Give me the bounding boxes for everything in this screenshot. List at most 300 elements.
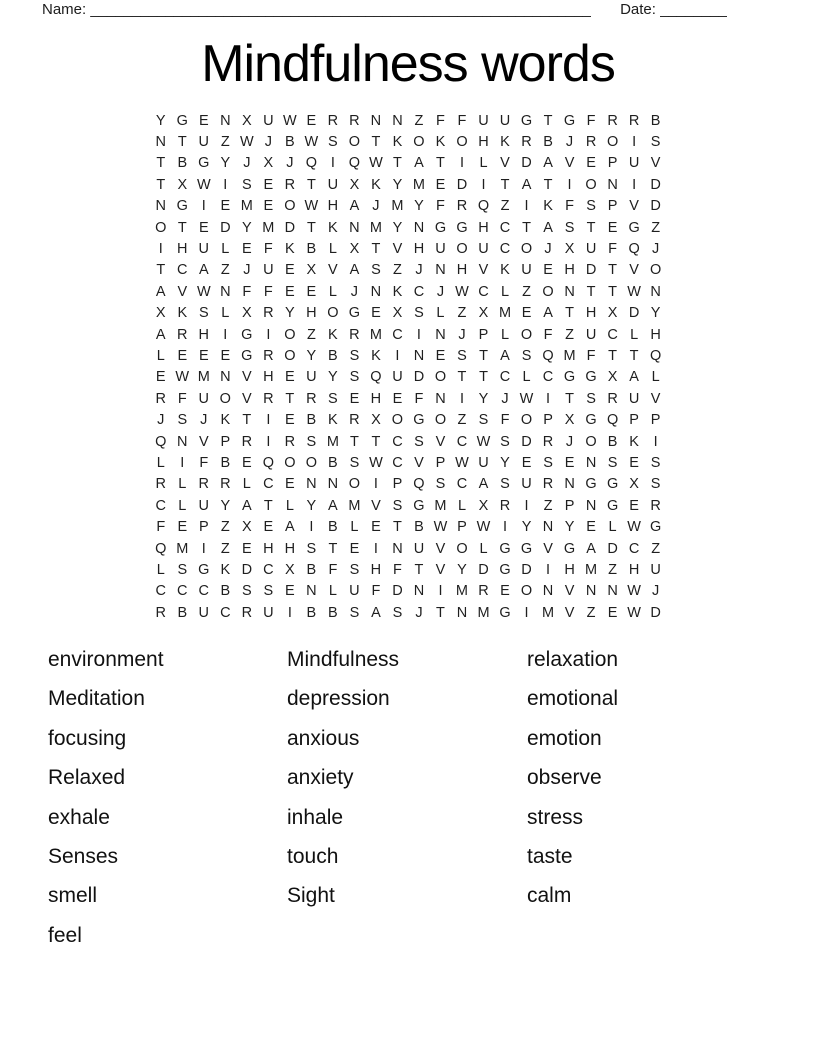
grid-letter-r13c22: X: [607, 369, 618, 386]
grid-letter-r20c16: W: [476, 519, 491, 536]
header-row: [42, 0, 774, 19]
grid-letter-r3c7: J: [286, 155, 294, 172]
grid-letter-r19c18: I: [524, 497, 529, 514]
grid-letter-r14c2: F: [177, 390, 187, 407]
grid-letter-r6c23: G: [628, 219, 640, 236]
grid-letter-r13c11: Q: [370, 369, 382, 386]
grid-letter-r18c13: Q: [413, 476, 425, 493]
grid-letter-r6c20: S: [564, 219, 575, 236]
grid-letter-r14c15: I: [459, 390, 464, 407]
grid-letter-r17c10: S: [349, 454, 360, 471]
grid-letter-r12c11: K: [371, 347, 381, 364]
grid-letter-r5c15: R: [456, 198, 468, 215]
grid-letter-r18c7: E: [285, 476, 295, 493]
grid-letter-r22c20: H: [564, 561, 575, 578]
grid-letter-r15c12: O: [391, 412, 404, 429]
grid-letter-r16c23: K: [629, 433, 639, 450]
grid-letter-r22c2: S: [177, 561, 188, 578]
grid-letter-r4c17: T: [500, 176, 510, 193]
grid-letter-r24c16: M: [477, 604, 490, 621]
grid-letter-r17c22: S: [607, 454, 618, 471]
word-item-focusing: focusing: [48, 726, 127, 750]
grid-letter-r14c5: V: [241, 390, 252, 407]
grid-letter-r3c15: I: [459, 155, 464, 172]
grid-letter-r10c4: L: [221, 305, 230, 322]
grid-letter-r18c12: P: [392, 476, 403, 493]
grid-letter-r21c6: H: [263, 540, 274, 557]
grid-letter-r22c7: X: [285, 561, 295, 578]
grid-letter-r8c4: Z: [220, 262, 230, 279]
grid-letter-r13c9: Y: [328, 369, 338, 386]
grid-letter-r11c6: I: [266, 326, 271, 343]
grid-letter-r10c23: D: [628, 305, 640, 322]
grid-letter-r6c19: A: [543, 219, 553, 236]
grid-letter-r9c12: K: [392, 283, 403, 300]
grid-letter-r4c21: O: [585, 176, 597, 193]
grid-letter-r8c7: E: [285, 262, 295, 279]
grid-letter-r9c9: L: [328, 283, 337, 300]
grid-letter-r19c20: P: [564, 497, 575, 514]
grid-letter-r22c3: G: [198, 561, 210, 578]
grid-letter-r5c8: W: [304, 198, 319, 215]
grid-letter-r11c17: L: [500, 326, 510, 343]
grid-letter-r8c22: T: [608, 262, 618, 279]
grid-letter-r14c8: R: [306, 390, 317, 407]
grid-letter-r23c6: S: [263, 583, 274, 600]
grid-letter-r5c2: G: [176, 198, 188, 215]
grid-letter-r20c14: W: [433, 519, 448, 536]
grid-letter-r1c9: R: [327, 112, 339, 129]
grid-letter-r10c16: X: [478, 305, 489, 322]
grid-letter-r10c6: R: [263, 305, 274, 322]
grid-letter-r11c2: R: [177, 326, 188, 343]
grid-letter-r22c12: F: [393, 561, 402, 578]
grid-letter-r2c16: H: [478, 134, 489, 151]
grid-letter-r7c24: J: [651, 241, 660, 258]
grid-letter-r15c19: P: [543, 412, 553, 429]
grid-letter-r20c8: I: [309, 519, 314, 536]
grid-letter-r7c12: V: [392, 241, 403, 258]
grid-letter-r15c3: J: [200, 412, 208, 429]
grid-letter-r5c23: V: [629, 198, 639, 215]
grid-letter-r19c19: Z: [543, 497, 553, 514]
grid-letter-r14c23: U: [628, 390, 640, 407]
grid-letter-r11c19: F: [543, 326, 553, 343]
grid-letter-r13c10: S: [349, 369, 360, 386]
grid-letter-r9c21: T: [586, 283, 596, 300]
grid-letter-r2c4: Z: [220, 134, 230, 151]
grid-letter-r6c6: M: [262, 219, 275, 236]
grid-letter-r4c15: D: [456, 176, 468, 193]
grid-letter-r6c10: N: [349, 219, 360, 236]
grid-letter-r13c15: T: [457, 369, 467, 386]
grid-letter-r17c18: E: [521, 454, 532, 471]
grid-letter-r3c18: D: [521, 155, 532, 172]
grid-letter-r6c12: Y: [392, 219, 403, 236]
grid-letter-r1c6: U: [263, 112, 274, 129]
grid-letter-r21c10: E: [349, 540, 360, 557]
grid-letter-r16c5: R: [241, 433, 253, 450]
grid-letter-r15c23: P: [629, 412, 639, 429]
grid-letter-r14c19: I: [546, 390, 551, 407]
grid-letter-r11c12: C: [392, 326, 403, 343]
grid-letter-r18c16: A: [478, 476, 489, 493]
grid-letter-r16c2: N: [177, 433, 188, 450]
word-item-inhale: inhale: [287, 805, 344, 829]
grid-letter-r8c19: E: [543, 262, 553, 279]
grid-letter-r12c18: S: [521, 347, 532, 364]
grid-letter-r9c24: N: [650, 283, 661, 300]
grid-letter-r23c3: C: [198, 583, 210, 600]
word-item-stress: stress: [527, 805, 584, 829]
grid-letter-r20c22: L: [608, 519, 617, 536]
grid-letter-r4c20: I: [567, 176, 572, 193]
grid-letter-r16c1: Q: [155, 433, 167, 450]
grid-letter-r1c20: G: [563, 112, 576, 129]
grid-letter-r3c16: L: [479, 155, 488, 172]
grid-letter-r9c14: J: [436, 283, 445, 300]
grid-letter-r21c13: U: [413, 540, 425, 557]
grid-letter-r7c5: E: [241, 241, 252, 258]
grid-letter-r17c19: S: [543, 454, 553, 471]
grid-letter-r20c20: Y: [564, 519, 575, 536]
grid-letter-r10c24: Y: [650, 305, 661, 322]
grid-letter-r13c4: N: [220, 369, 231, 386]
grid-letter-r21c22: D: [607, 540, 618, 557]
grid-letter-r9c20: N: [564, 283, 575, 300]
grid-letter-r24c23: W: [627, 604, 641, 621]
grid-letter-r10c3: S: [198, 305, 209, 322]
grid-letter-r20c1: F: [156, 519, 166, 536]
grid-letter-r1c14: F: [436, 112, 445, 129]
grid-letter-r2c2: T: [177, 134, 187, 151]
grid-letter-r18c21: G: [585, 476, 597, 493]
grid-letter-r1c11: N: [370, 112, 382, 129]
grid-letter-r4c1: T: [156, 176, 166, 193]
date-blank-line: ________: [660, 1, 727, 18]
grid-letter-r20c7: A: [285, 519, 295, 536]
grid-letter-r16c14: V: [435, 433, 446, 450]
grid-letter-r20c17: I: [502, 519, 508, 536]
grid-letter-r19c2: L: [178, 497, 187, 514]
grid-letter-r6c14: G: [434, 219, 447, 236]
grid-letter-r14c6: R: [263, 390, 274, 407]
grid-letter-r2c19: B: [543, 134, 553, 151]
grid-letter-r1c13: Z: [414, 112, 424, 129]
grid-letter-r9c3: W: [196, 283, 211, 300]
grid-letter-r13c12: U: [392, 369, 403, 386]
grid-letter-r17c13: V: [414, 454, 424, 471]
grid-letter-r24c20: V: [564, 604, 575, 621]
grid-letter-r9c16: C: [478, 283, 489, 300]
grid-letter-r13c17: C: [499, 369, 511, 386]
grid-letter-r8c14: N: [435, 262, 446, 279]
grid-letter-r6c7: D: [284, 219, 296, 236]
grid-letter-r17c11: W: [369, 454, 383, 471]
grid-letter-r19c16: X: [478, 497, 489, 514]
grid-letter-r7c3: U: [198, 241, 210, 258]
grid-letter-r11c5: G: [241, 326, 253, 343]
grid-letter-r24c13: J: [415, 604, 423, 621]
grid-letter-r13c8: U: [306, 369, 317, 386]
grid-letter-r17c17: Y: [500, 454, 510, 471]
grid-letter-r4c11: K: [371, 176, 381, 193]
grid-letter-r22c19: I: [546, 561, 551, 578]
grid-letter-r12c4: E: [220, 347, 231, 364]
grid-letter-r7c10: X: [349, 241, 360, 258]
grid-letter-r9c10: J: [350, 283, 359, 300]
grid-letter-r2c8: W: [304, 134, 319, 151]
name-label: Name:: [42, 1, 87, 18]
grid-letter-r23c15: M: [455, 583, 469, 600]
grid-letter-r20c5: X: [241, 519, 252, 536]
grid-letter-r21c4: Z: [220, 540, 230, 557]
grid-letter-r13c19: C: [542, 369, 554, 386]
grid-letter-r5c12: M: [391, 198, 404, 215]
grid-letter-r7c17: C: [499, 241, 511, 258]
grid-letter-r22c11: H: [370, 561, 382, 578]
grid-letter-r21c2: M: [176, 540, 189, 557]
grid-letter-r4c4: I: [223, 176, 228, 193]
grid-letter-r3c3: G: [198, 155, 210, 172]
grid-letter-r19c4: Y: [220, 497, 231, 514]
grid-letter-r15c2: S: [177, 412, 188, 429]
grid-letter-r5c18: I: [524, 198, 529, 215]
grid-letter-r6c21: T: [586, 219, 596, 236]
grid-letter-r11c10: R: [349, 326, 360, 343]
grid-letter-r4c3: W: [196, 176, 211, 193]
grid-letter-r21c21: A: [586, 540, 596, 557]
grid-letter-r1c4: N: [220, 112, 231, 129]
grid-letter-r22c23: H: [628, 561, 640, 578]
grid-letter-r3c23: U: [628, 155, 640, 172]
grid-letter-r15c22: Q: [606, 412, 619, 429]
grid-letter-r21c3: I: [201, 540, 206, 557]
word-item-emotion: emotion: [527, 726, 602, 750]
grid-letter-r13c24: L: [651, 369, 660, 386]
grid-letter-r14c18: W: [519, 390, 534, 407]
grid-letter-r2c11: T: [371, 134, 381, 151]
word-list-column-3: [527, 640, 768, 955]
grid-letter-r24c2: B: [177, 604, 188, 621]
grid-letter-r20c12: T: [393, 519, 402, 536]
grid-letter-r16c13: S: [414, 433, 424, 450]
grid-letter-r1c7: W: [283, 112, 297, 129]
grid-letter-r22c21: M: [585, 561, 598, 578]
grid-letter-r4c14: E: [435, 176, 446, 193]
grid-letter-r6c18: T: [522, 219, 531, 236]
grid-letter-r24c14: T: [436, 604, 445, 621]
grid-letter-r16c3: V: [198, 433, 209, 450]
grid-letter-r12c3: E: [198, 347, 209, 364]
grid-letter-r16c16: W: [476, 433, 491, 450]
grid-letter-r20c2: E: [177, 519, 188, 536]
grid-letter-r12c16: T: [479, 347, 488, 364]
grid-letter-r12c13: N: [413, 347, 425, 364]
grid-letter-r3c17: V: [500, 155, 510, 172]
grid-letter-r6c4: D: [220, 219, 231, 236]
grid-letter-r17c2: I: [180, 454, 185, 471]
grid-letter-r9c6: F: [263, 283, 273, 300]
grid-letter-r15c5: T: [242, 412, 252, 429]
grid-letter-r9c18: Z: [522, 283, 531, 300]
grid-letter-r12c19: Q: [542, 347, 554, 364]
grid-letter-r16c7: R: [284, 433, 296, 450]
grid-letter-r15c13: G: [413, 412, 425, 429]
grid-letter-r21c11: I: [373, 540, 378, 557]
grid-letter-r11c11: M: [369, 326, 382, 343]
grid-letter-r21c16: L: [479, 540, 488, 557]
grid-letter-r10c18: E: [521, 305, 532, 322]
grid-letter-r24c7: I: [287, 604, 292, 621]
grid-letter-r7c20: X: [564, 241, 575, 258]
grid-letter-r23c4: B: [220, 583, 231, 600]
grid-letter-r15c17: F: [500, 412, 510, 429]
grid-letter-r14c21: S: [586, 390, 596, 407]
grid-letter-r17c24: S: [650, 454, 661, 471]
grid-letter-r4c7: R: [284, 176, 296, 193]
grid-letter-r24c6: U: [263, 604, 274, 621]
grid-letter-r15c10: R: [349, 412, 360, 429]
grid-letter-r8c8: X: [306, 262, 317, 279]
grid-letter-r20c19: N: [542, 519, 554, 536]
grid-letter-r5c21: S: [586, 198, 596, 215]
grid-letter-r7c2: H: [177, 241, 188, 258]
grid-letter-r23c13: N: [413, 583, 425, 600]
grid-letter-r20c18: Y: [521, 519, 532, 536]
grid-letter-r11c21: U: [585, 326, 597, 343]
grid-letter-r18c3: R: [198, 476, 210, 493]
grid-letter-r18c8: N: [306, 476, 317, 493]
word-list-column-1: [48, 640, 287, 955]
word-item-exhale: exhale: [48, 805, 110, 829]
grid-letter-r20c3: P: [198, 519, 209, 536]
grid-letter-r3c19: A: [543, 155, 553, 172]
grid-letter-r8c2: C: [177, 262, 188, 279]
grid-letter-r22c4: K: [220, 561, 231, 578]
word-item-environment: environment: [48, 648, 164, 671]
grid-letter-r16c9: M: [326, 433, 339, 450]
word-item-anxiety: anxiety: [287, 766, 354, 790]
grid-letter-r24c22: E: [607, 604, 618, 621]
grid-letter-r18c20: N: [564, 476, 575, 493]
grid-letter-r23c20: V: [564, 583, 575, 600]
grid-letter-r18c19: R: [542, 476, 554, 493]
grid-letter-r4c16: I: [481, 176, 486, 193]
grid-letter-r18c9: N: [327, 476, 339, 493]
grid-letter-r16c20: J: [565, 433, 574, 450]
grid-letter-r12c1: L: [156, 347, 165, 364]
grid-letter-r22c5: D: [241, 561, 253, 578]
grid-letter-r6c2: T: [177, 219, 187, 236]
grid-letter-r22c18: D: [521, 561, 532, 578]
grid-letter-r5c22: P: [607, 198, 618, 215]
page-title: Mindfulness words: [201, 35, 615, 93]
grid-letter-r11c4: I: [223, 326, 228, 343]
grid-letter-r5c6: E: [263, 198, 274, 215]
word-item-taste: taste: [527, 844, 573, 868]
grid-letter-r5c24: D: [650, 198, 661, 215]
grid-letter-r15c24: P: [650, 412, 661, 429]
grid-letter-r21c15: O: [456, 540, 468, 557]
grid-letter-r3c24: V: [650, 155, 661, 172]
grid-letter-r13c2: W: [175, 369, 190, 386]
grid-letter-r5c10: A: [349, 198, 360, 215]
grid-letter-r19c8: Y: [306, 497, 317, 514]
grid-letter-r9c19: O: [542, 283, 554, 300]
grid-letter-r5c1: N: [155, 198, 166, 215]
grid-letter-r22c8: B: [306, 561, 317, 578]
grid-letter-r20c24: G: [649, 519, 662, 536]
grid-letter-r12c8: Y: [306, 347, 317, 364]
grid-letter-r1c12: N: [392, 112, 403, 129]
grid-letter-r17c14: P: [435, 454, 446, 471]
grid-letter-r11c16: P: [478, 326, 489, 343]
grid-letter-r14c17: J: [501, 390, 509, 407]
grid-letter-r5c3: I: [201, 198, 206, 215]
grid-letter-r9c13: C: [413, 283, 425, 300]
grid-letter-r12c14: E: [435, 347, 446, 364]
grid-letter-r3c21: E: [586, 155, 596, 172]
grid-letter-r12c21: F: [586, 347, 596, 364]
grid-letter-r15c14: O: [434, 412, 447, 429]
grid-letter-r1c3: E: [198, 112, 209, 129]
grid-letter-r22c14: V: [435, 561, 446, 578]
word-item-senses: Senses: [48, 844, 119, 868]
grid-letter-r19c6: T: [263, 497, 273, 514]
word-search-grid: [150, 110, 666, 623]
grid-letter-r18c24: S: [650, 476, 661, 493]
grid-letter-r9c7: E: [285, 283, 295, 300]
grid-letter-r12c17: A: [500, 347, 510, 364]
grid-letter-r23c2: C: [177, 583, 188, 600]
grid-letter-r6c5: Y: [241, 219, 252, 236]
grid-letter-r21c5: E: [241, 540, 252, 557]
grid-letter-r17c3: F: [199, 454, 209, 471]
grid-letter-r19c24: R: [650, 497, 661, 514]
grid-letter-r1c10: R: [349, 112, 360, 129]
grid-letter-r8c1: T: [156, 262, 166, 279]
grid-letter-r13c20: G: [563, 369, 576, 386]
grid-letter-r17c5: E: [241, 454, 252, 471]
name-blank-line: ____________________________________________________________: [90, 1, 591, 18]
grid-letter-r19c1: C: [155, 497, 166, 514]
grid-letter-r23c22: N: [607, 583, 618, 600]
word-item-relaxed: Relaxed: [48, 766, 126, 790]
grid-letter-r18c1: R: [155, 476, 166, 493]
grid-letter-r10c9: O: [327, 305, 339, 322]
grid-letter-r12c23: T: [629, 347, 639, 364]
grid-letter-r7c1: I: [158, 241, 163, 258]
grid-letter-r16c15: C: [456, 433, 468, 450]
grid-letter-r5c19: K: [543, 198, 553, 215]
grid-letter-r14c9: S: [328, 390, 338, 407]
grid-letter-r24c3: U: [198, 604, 210, 621]
grid-letter-r20c13: B: [414, 519, 424, 536]
grid-letter-r10c8: H: [306, 305, 317, 322]
grid-letter-r18c2: L: [178, 476, 187, 493]
grid-letter-r18c6: C: [263, 476, 274, 493]
grid-letter-r18c23: X: [629, 476, 639, 493]
grid-letter-r3c14: T: [436, 155, 445, 172]
grid-letter-r10c21: H: [585, 305, 597, 322]
grid-letter-r14c22: R: [607, 390, 618, 407]
grid-letter-r15c4: K: [220, 412, 231, 429]
grid-letter-r3c6: X: [263, 155, 274, 172]
grid-letter-r14c14: N: [435, 390, 446, 407]
grid-letter-r21c1: Q: [155, 540, 167, 557]
grid-letter-r11c15: J: [458, 326, 466, 343]
